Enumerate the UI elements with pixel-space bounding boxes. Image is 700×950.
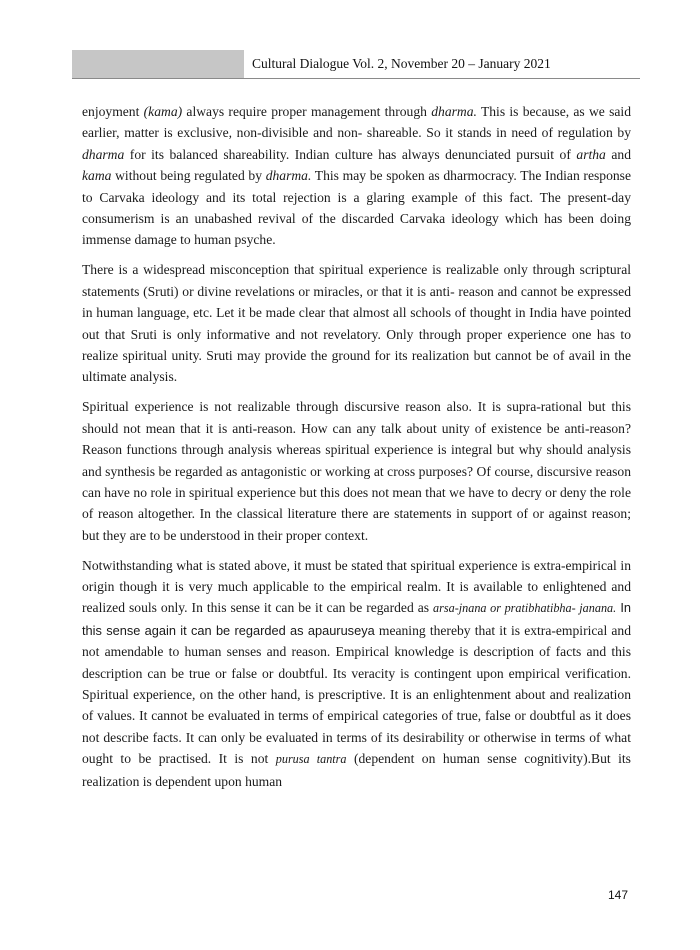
running-header: [72, 50, 640, 79]
text-run: In this sense again it can be regarded as apauruseya: [82, 600, 632, 638]
text-run: for its balanced shareability. Indian culture has always denunciated pursuit of: [124, 146, 577, 162]
journal-title: Cultural Dialogue Vol. 2, November 20 – January 2021: [252, 56, 551, 71]
text-run: arsa-jnana or pratibhatibha- janana.: [433, 601, 617, 616]
text-run: There is a widespread misconception that spiritual experience is realizable only through scriptural statements (Sruti) or divine revelations or miracles, or that it is anti- reason and cannot be expressed in human language, etc. Let it be made clear that almost all schools of thought in India have pointed out that Sruti is only informative and not revelatory. Only through proper experience one has to realize spiritual unity. Sruti may provide the ground for its realization but cannot be of avail in the ultimate analysis.: [82, 262, 631, 385]
paragraph-2: [82, 259, 631, 387]
header-gray-bar: [72, 50, 244, 78]
text-run: kama: [82, 168, 112, 184]
page-number: 147: [608, 888, 629, 902]
text-run: enjoyment: [82, 104, 144, 119]
text-run: dharma.: [431, 104, 477, 119]
text-run: meaning thereby that it is extra-empirical and not amendable to human senses and reason. Empirical knowledge is description of facts and this description can be true or false or doubtful. Its veracity is contingent upon empirical verification. Spiritual experience, on the other hand, is prescriptive. It is an enlightenment about and realization of values. It cannot be evaluated in terms of empirical categories of true, false or doubtful as it does not describe facts. It can only be evaluated in terms of its desirability or otherwise in terms of what ought to be practised. It is not: [82, 622, 631, 767]
paragraph-4: [82, 555, 631, 792]
text-run: purusa tantra: [275, 752, 347, 767]
text-run: Notwithstanding what is stated above, it must be stated that spiritual experience is extra-empirical in origin though it is very much applicable to the empirical realm. It is available to enlightened and realized souls only. In this sense it can be it can be regarded as: [82, 557, 631, 616]
paragraph-3: [82, 396, 631, 546]
text-run: (dependent on human sense cognitivity).But its realization is dependent upon human: [82, 751, 631, 789]
text-run: always require proper management through: [182, 104, 432, 119]
paragraph-1: [82, 101, 631, 251]
text-run: and: [605, 146, 631, 162]
text-run: Spiritual experience is not realizable through discursive reason also. It is supra-rational but this should not mean that it is anti-reason. How can any talk about unity of existence be anti-reason? Reason functions through analysis whereas spiritual experience is integral but why should analysis and synthesis be regarded as antagonistic or working at cross purposes? Of course, discursive reason can have no role in spiritual experience but this does not mean that we have to decry or deny the role of reason altogether. In the classical literature there are statements in support of or against reason; but they are to be understood in their proper context.: [82, 399, 631, 543]
article-body: [82, 101, 631, 801]
text-run: dharma: [82, 146, 125, 162]
text-run: dharma.: [265, 168, 312, 184]
text-run: This may be spoken as dharmocracy. The Indian response to Carvaka ideology and its total rejection is a glaring example of this fact. The present-day consumerism is an unabashed revival of the discarded Carvaka ideology which has been doing immense damage to human psyche.: [82, 168, 631, 248]
text-run: (kama): [143, 104, 183, 119]
text-run: without being regulated by: [111, 168, 266, 184]
text-run: This is because, as we said earlier, matter is exclusive, non-divisible and non- shareable. So it stands in need of regulation by: [82, 104, 631, 141]
text-run: artha: [576, 146, 606, 162]
